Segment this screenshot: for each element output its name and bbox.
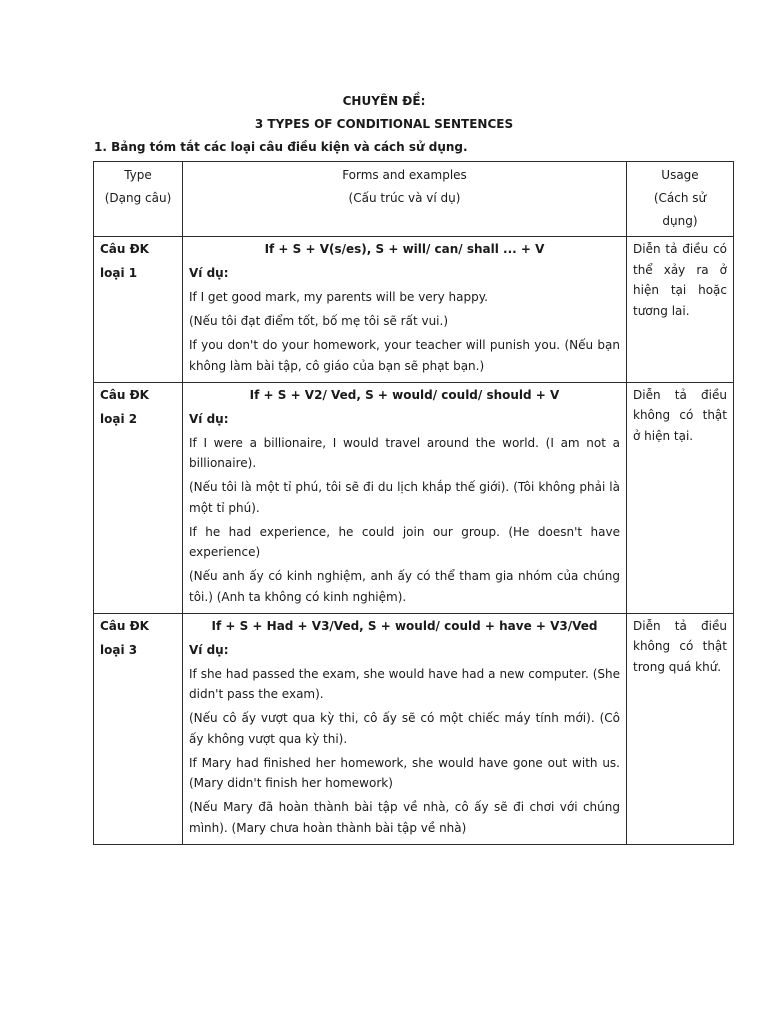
formula: If + S + V2/ Ved, S + would/ could/ should + V [249,387,560,402]
header-usage-en: Usage [661,168,699,182]
table-row [94,613,734,844]
usage-cell [627,382,734,613]
example-label: Ví dụ: [189,266,229,280]
type-label: Câu ĐK [100,618,149,633]
example-text: If I get good mark, my parents will be very happy. [189,290,488,304]
example-text: (Nếu tôi là một tỉ phú, tôi sẽ đi du lịch khắp thế giới). (Tôi không phải là một tỉ phú). [189,480,620,515]
header-forms-vi: (Cấu trúc và ví dụ) [348,191,461,205]
type-cell [94,237,183,383]
table-row [94,382,734,613]
usage-text: Diễn tả điều không có thật ở hiện tại. [633,387,727,443]
example-text: (Nếu cô ấy vượt qua kỳ thi, cô ấy sẽ có một chiếc máy tính mới). (Cô ấy không vượt qua kỳ thi). [189,711,620,746]
example-label: Ví dụ: [189,411,229,426]
forms-cell [183,382,627,613]
type-label: Câu ĐK [100,242,149,256]
example-text: (Nếu Mary đã hoàn thành bài tập về nhà, cô ấy sẽ đi chơi với chúng mình). (Mary chưa hoàn thành bài tập về nhà) [189,800,620,835]
header-forms-en: Forms and examples [342,168,467,182]
example-text: If I were a billionaire, I would travel around the world. (I am not a billionaire). [189,435,620,470]
conditional-table [93,161,734,845]
type-label: Câu ĐK [100,387,149,402]
type-number: loại 3 [100,642,138,657]
formula: If + S + V(s/es), S + will/ can/ shall ... + V [264,242,545,256]
example-text: If Mary had finished her homework, she would have gone out with us. (Mary didn't finish her homework) [189,755,620,790]
usage-cell [627,237,734,383]
header-usage [627,162,734,237]
document-title: CHUYÊN ĐỀ: [342,94,426,108]
header-forms [183,162,627,237]
formula: If + S + Had + V3/Ved, S + would/ could + have + V3/Ved [211,618,598,633]
usage-text: Diễn tả điều không có thật trong quá khứ. [633,618,727,674]
usage-cell [627,613,734,844]
example-text: If she had passed the exam, she would have had a new computer. (She didn't pass the exam). [189,666,620,701]
type-number: loại 2 [100,411,138,426]
document-subtitle: 3 TYPES OF CONDITIONAL SENTENCES [254,117,514,131]
example-label: Ví dụ: [189,642,229,657]
header-type-en: Type [124,168,152,182]
header-type-vi: (Dạng câu) [104,191,172,205]
example-text: If he had experience, he could join our group. (He doesn't have experience) [189,524,620,559]
header-usage-vi2: dụng) [662,214,698,228]
example-text: If you don't do your homework, your teacher will punish you. (Nếu bạn không làm bài tập, cô giáo của bạn sẽ phạt bạn.) [189,338,620,373]
type-cell [94,613,183,844]
table-row [94,237,734,383]
usage-text: Diễn tả điều có thể xảy ra ở hiện tại hoặc tương lai. [633,242,727,318]
type-cell [94,382,183,613]
forms-cell [183,237,627,383]
forms-cell [183,613,627,844]
type-number: loại 1 [100,266,138,280]
example-text: (Nếu tôi đạt điểm tốt, bố mẹ tôi sẽ rất vui.) [189,314,449,328]
header-usage-vi1: (Cách sử [653,191,707,205]
section-heading: 1. Bảng tóm tắt các loại câu điều kiện và cách sử dụng. [94,140,468,154]
header-type [94,162,183,237]
table-header-row [94,162,734,237]
example-text: (Nếu anh ấy có kinh nghiệm, anh ấy có thể tham gia nhóm của chúng tôi.) (Anh ta không có kinh nghiệm). [189,569,620,604]
